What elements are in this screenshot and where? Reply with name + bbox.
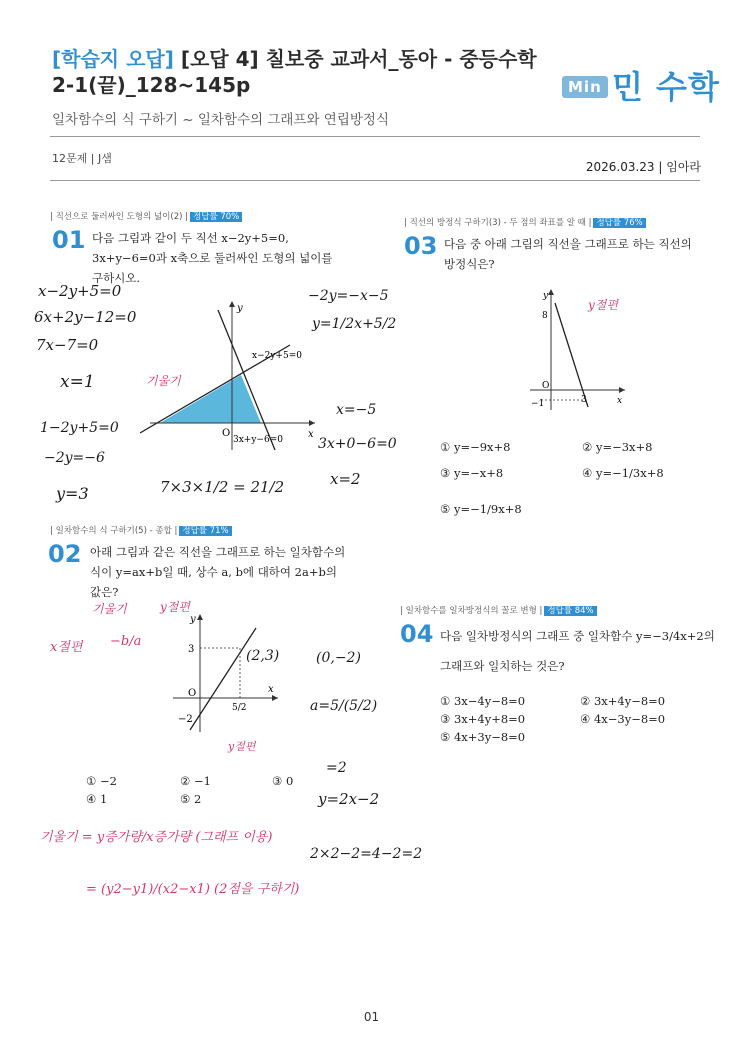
q01-x-arrow (309, 420, 315, 426)
hw-q02-yint: y절편 (160, 600, 190, 614)
q01-origin: O (222, 428, 231, 439)
q04-number: 04 (400, 620, 434, 648)
q02-y-arrow (197, 614, 203, 620)
q02-option-5[interactable]: ⑤ 2 (180, 792, 202, 806)
hw-11: x=−5 (336, 402, 377, 418)
q02-line3: 값은? (90, 585, 119, 599)
hw-1: x−2y+5=0 (38, 282, 122, 300)
header-divider (50, 136, 700, 137)
q03-line2: 방정식은? (444, 257, 495, 271)
q01-line1: 다음 그림과 같이 두 직선 x−2y+5=0, (92, 231, 289, 245)
hw-12: 3x+0−6=0 (318, 436, 397, 452)
q03-x-label: x (617, 396, 623, 406)
q04-text (440, 626, 730, 676)
q01-text (92, 228, 352, 288)
hw-7: y=3 (56, 484, 89, 503)
q04-option-5[interactable]: ⑤ 4x+3y−8=0 (440, 730, 526, 744)
q02-y-label: y (190, 614, 196, 625)
q03-y8: 8 (542, 311, 548, 321)
hw-q02-yint2: y절편 (228, 740, 256, 753)
meta-divider (50, 180, 700, 181)
hw-4: x=1 (60, 372, 95, 392)
q01-x-label: x (308, 429, 314, 440)
q03-option-1[interactable]: ① y=−9x+8 (440, 440, 511, 454)
q03-y-label: y (543, 291, 549, 301)
q02-badge: 정답률 71% (179, 526, 231, 536)
q04-meta-text: | 일차함수를 일차방정식의 꼴로 변형 | (400, 606, 543, 616)
q01-badge: 정답률 70% (190, 212, 242, 222)
q02-yn2: −2 (178, 714, 193, 725)
hw-q02-calc: 2×2−2=4−2=2 (310, 846, 423, 862)
q04-option-3[interactable]: ③ 3x+4y+8=0 (440, 712, 526, 726)
logo-min: Min (562, 76, 608, 98)
q01-meta-text: | 직선으로 둘러싸인 도형의 넓이(2) | (50, 212, 189, 222)
q02-line2: 식이 y=ax+b일 때, 상수 a, b에 대하여 2a+b의 (90, 565, 337, 579)
q02-text (90, 542, 380, 602)
q02-option-4[interactable]: ④ 1 (86, 792, 108, 806)
hw-10: y=1/2x+5/2 (312, 316, 397, 332)
hw-q02-slope-def: 기울기 = y증가량/x증가량 (그래프 이용) (40, 830, 273, 845)
page-title (52, 46, 542, 98)
q02-y3: 3 (188, 644, 195, 655)
q03-option-4[interactable]: ④ y=−1/3x+8 (582, 466, 664, 480)
q03-text (444, 234, 694, 274)
q02-origin: O (188, 688, 197, 699)
q04-badge: 정답률 84% (544, 606, 596, 616)
q03-meta-text: | 직선의 방정식 구하기(3) - 두 점의 좌표를 알 때 | (404, 218, 592, 228)
problem-count: 12문제 | J샘 (52, 152, 112, 165)
q01-number: 01 (52, 226, 86, 254)
q03-x-arrow (619, 387, 625, 393)
hw-q02-point1: (2,3) (246, 648, 280, 664)
page-number: 01 (363, 1010, 380, 1024)
q03-option-5[interactable]: ⑤ y=−1/9x+8 (440, 502, 522, 516)
q02-meta-text: | 일차함수의 식 구하기(5) - 종합 | (50, 526, 178, 536)
q04-option-1[interactable]: ① 3x−4y−8=0 (440, 694, 526, 708)
q03-x3: 3 (581, 395, 587, 405)
q02-option-1[interactable]: ① −2 (86, 774, 117, 788)
q01-line3: 구하시오. (92, 271, 141, 285)
hw-13: x=2 (330, 470, 361, 488)
hw-q02-frac: −b/a (110, 634, 142, 649)
hw-9: −2y=−x−5 (308, 288, 389, 304)
hw-q02-xint: x절편 (50, 640, 83, 655)
q01-line2: 3x+y−6=0과 x축으로 둘러싸인 도형의 넓이를 (92, 251, 333, 265)
q03-graph (525, 285, 635, 415)
q04-line1: 다음 일차방정식의 그래프 중 일차함수 y=−3/4x+2의 (440, 629, 715, 643)
q03-meta (404, 216, 646, 228)
hw-3: 7x−7=0 (36, 336, 99, 354)
logo-brand: 민 수학 (612, 68, 720, 106)
q02-number: 02 (48, 540, 82, 568)
q04-option-4[interactable]: ④ 4x−3y−8=0 (580, 712, 666, 726)
q02-line1: 아래 그림과 같은 직선을 그래프로 하는 일차함수의 (90, 545, 346, 559)
q02-meta (50, 524, 232, 536)
q01-eq2-label: 3x+y−6=0 (233, 435, 283, 445)
q04-meta (400, 604, 597, 616)
q01-meta (50, 210, 242, 222)
q03-option-2[interactable]: ② y=−3x+8 (582, 440, 653, 454)
title-tag: [학습지 오답] (52, 47, 174, 71)
hw-q02-func: y=2x−2 (318, 790, 380, 808)
q01-y-label: y (237, 303, 243, 314)
q02-x52: 5/2 (232, 703, 247, 713)
date-author: 2026.03.23 | 임아라 (585, 160, 701, 174)
q02-option-2[interactable]: ② −1 (180, 774, 211, 788)
q02-x-label: x (268, 684, 274, 695)
hw-q02-slope-def2: = (y2−y1)/(x2−x1) (2점을 구하기) (86, 882, 300, 897)
title-text: [오답 4] 칠보중 교과서_동아 - 중등수학2-1(끝)_128~145p (52, 47, 537, 97)
q04-line2: 그래프와 일치하는 것은? (440, 659, 565, 673)
q03-option-3[interactable]: ③ y=−x+8 (440, 466, 504, 480)
q04-option-2[interactable]: ② 3x+4y−8=0 (580, 694, 666, 708)
hw-8: 7×3×1/2 = 21/2 (160, 478, 285, 496)
hw-q02-eq2: =2 (326, 760, 347, 776)
q03-badge: 정답률 76% (593, 218, 645, 228)
hw-14: 기울기 (146, 374, 181, 388)
q02-option-3[interactable]: ③ 0 (272, 774, 294, 788)
page-subtitle: 일차함수의 식 구하기 ~ 일차함수의 그래프와 연립방정식 (52, 112, 390, 128)
q02-graph (168, 610, 288, 735)
hw-q02-slope: 기울기 (92, 602, 127, 616)
q01-y-arrow (229, 301, 235, 307)
hw-q03-yint: y절편 (588, 298, 618, 312)
q02-x-arrow (272, 695, 278, 701)
q03-number: 03 (404, 232, 438, 260)
hw-5: 1−2y+5=0 (40, 420, 119, 436)
hw-2: 6x+2y−12=0 (34, 308, 137, 326)
hw-q02-point2: (0,−2) (316, 650, 361, 666)
q03-y-arrow (548, 289, 554, 295)
q03-xn1: −1 (531, 399, 545, 409)
hw-6: −2y=−6 (44, 450, 105, 466)
q03-line1: 다음 중 아래 그림의 직선을 그래프로 하는 직선의 (444, 237, 692, 251)
hw-q02-a: a=5/(5/2) (310, 698, 378, 714)
q01-eq1-label: x−2y+5=0 (252, 351, 302, 361)
q03-line (555, 303, 588, 407)
q03-origin: O (542, 381, 550, 391)
